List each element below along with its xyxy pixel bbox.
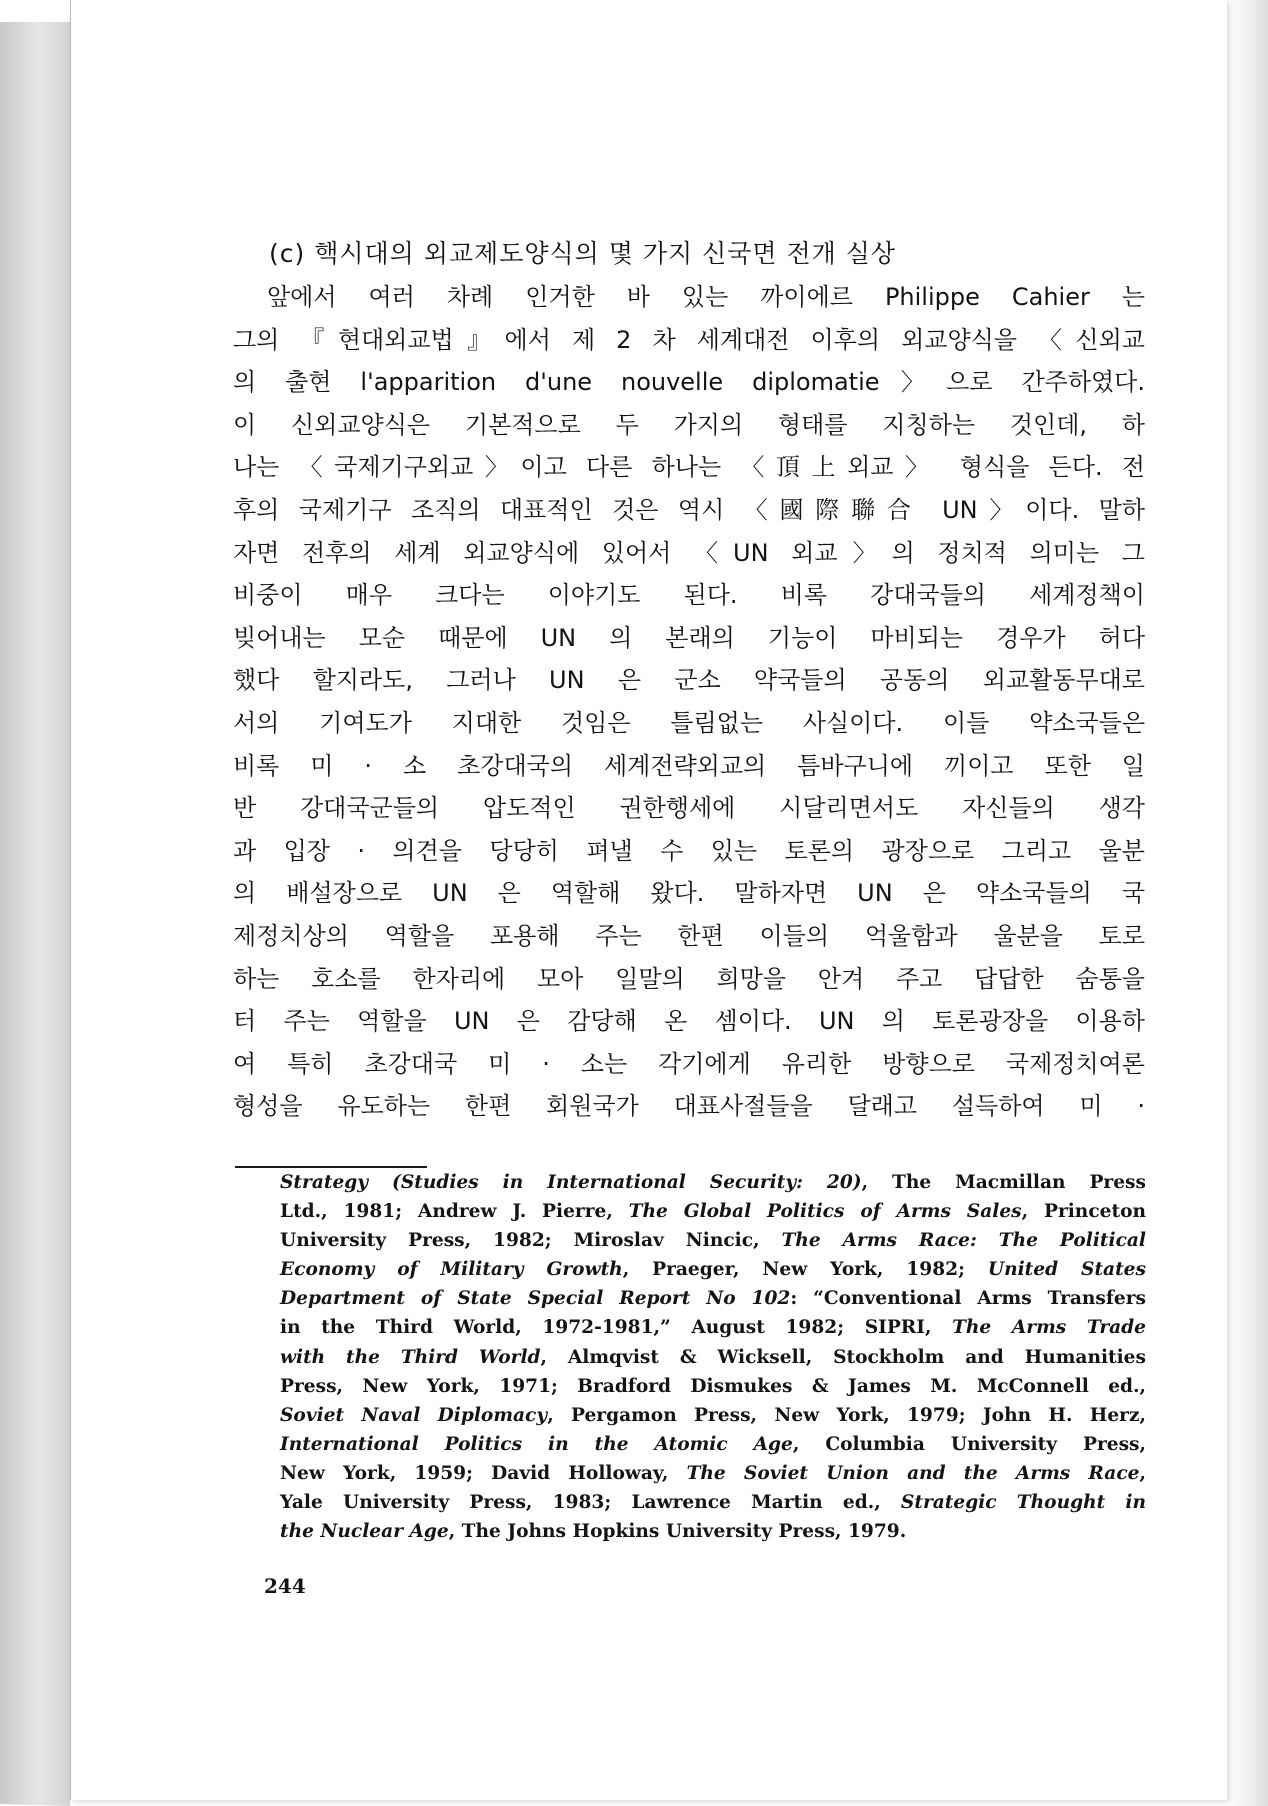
- footnote-line: [280, 1517, 1146, 1546]
- body-line: 이 신외교양식은 기본적으로 두 가지의 형태를 지칭하는 것인데, 하: [233, 410, 1145, 439]
- footnote-line: [280, 1313, 1146, 1342]
- body-line: 후의 국제기구 조직의 대표적인 것은 역시 〈國際聯合 UN〉이다. 말하: [233, 495, 1145, 524]
- footnote-text: University Press, 1982; Miroslav Nincic,: [280, 1230, 782, 1252]
- footnote-text: , Princeton: [1021, 1201, 1146, 1223]
- footnote-title: International Politics in the Atomic Age: [280, 1433, 793, 1455]
- body-line: 그의 『현대외교법』에서 제 2 차 세계대전 이후의 외교양식을 〈신외교: [233, 325, 1145, 354]
- body-line: 서의 기여도가 지대한 것임은 틀림없는 사실이다. 이들 약소국들은: [233, 708, 1145, 737]
- footnote-text: , Columbia University Press,: [792, 1433, 1146, 1455]
- page-number: 244: [264, 1574, 306, 1598]
- footnote-line: [280, 1401, 1146, 1430]
- footnote-text: , Pergamon Press, New York, 1979; John H. Herz,: [547, 1404, 1146, 1426]
- footnote-line: [280, 1168, 1146, 1197]
- footnote-text: , The Johns Hopkins University Press, 1979.: [448, 1521, 907, 1543]
- body-line: 자면 전후의 세계 외교양식에 있어서 〈UN 외교〉의 정치적 의미는 그: [233, 538, 1145, 567]
- body-text: [233, 276, 1145, 1128]
- footnote-text: Yale University Press, 1983; Lawrence Martin ed.,: [280, 1492, 901, 1514]
- body-line: 하는 호소를 한자리에 모아 일말의 희망을 안겨 주고 답답한 숨통을: [233, 964, 1145, 993]
- footnote-title: Department of State Special Report No 102: [280, 1288, 791, 1310]
- footnote-line: [280, 1372, 1146, 1401]
- body-line: 형성을 유도하는 한편 회원국가 대표사절들을 달래고 설득하여 미 ·: [233, 1092, 1145, 1121]
- body-line: 나는 〈국제기구외교〉이고 다른 하나는 〈頂上외교〉 형식을 든다. 전: [233, 453, 1145, 482]
- footnote-line: [280, 1226, 1146, 1255]
- footnote-title: the Nuclear Age: [280, 1521, 449, 1543]
- footnote-title: Economy of Military Growth: [280, 1259, 623, 1281]
- footnote-title: United States: [987, 1259, 1146, 1281]
- footnote-title: The Arms Trade: [952, 1317, 1147, 1339]
- body-line: 과 입장 · 의견을 당당히 펴낼 수 있는 토론의 광장으로 그리고 울분: [233, 836, 1145, 865]
- footnote-text: Press, New York, 1971; Bradford Dismukes & James M. McConnell ed.,: [280, 1375, 1146, 1397]
- footnote-line: [280, 1255, 1146, 1284]
- section-heading: (c) 핵시대의 외교제도양식의 몇 가지 신국면 전개 실상: [269, 239, 897, 268]
- footnote-line: [280, 1488, 1146, 1517]
- footnote-line: [280, 1459, 1146, 1488]
- footnote-line: [280, 1197, 1146, 1226]
- body-line: 빚어내는 모순 때문에 UN 의 본래의 기능이 마비되는 경우가 허다: [233, 623, 1145, 652]
- footnote-text: , Praeger, New York, 1982;: [622, 1259, 988, 1281]
- body-line: 여 특히 초강대국 미 · 소는 각기에게 유리한 방향으로 국제정치여론: [233, 1049, 1145, 1078]
- footnote-title: Strategy (Studies in International Security: 20): [280, 1172, 862, 1193]
- body-line: 터 주는 역할을 UN 은 감당해 온 셈이다. UN 의 토론광장을 이용하: [233, 1007, 1145, 1036]
- footnote-line: [280, 1343, 1146, 1372]
- footnote-text: , The Macmillan Press: [861, 1172, 1146, 1193]
- body-line: 비중이 매우 크다는 이야기도 된다. 비록 강대국들의 세계정책이: [233, 581, 1145, 610]
- body-line: 제정치상의 역할을 포용해 주는 한편 이들의 억울함과 울분을 토로: [233, 921, 1145, 950]
- footnote-text: ,: [1139, 1462, 1146, 1484]
- footnote-line: [280, 1284, 1146, 1313]
- book-spine-edge: [0, 22, 70, 1806]
- footnote: [280, 1168, 1146, 1546]
- body-line: 했다 할지라도, 그러나 UN 은 군소 약국들의 공동의 외교활동무대로: [233, 666, 1145, 695]
- footnote-text: , Almqvist & Wicksell, Stockholm and Humanities: [540, 1346, 1146, 1368]
- footnote-text: : “Conventional Arms Transfers: [790, 1288, 1146, 1310]
- footnote-title: Strategic Thought in: [900, 1492, 1146, 1514]
- footnote-line: [280, 1430, 1146, 1459]
- body-line: 의 배설장으로 UN 은 역할해 왔다. 말하자면 UN 은 약소국들의 국: [233, 879, 1145, 908]
- body-line: 의 출현 l'apparition d'une nouvelle diplomatie〉으로 간주하였다.: [233, 368, 1145, 397]
- book-page: [70, 0, 1227, 1800]
- footnote-title: Soviet Naval Diplomacy: [280, 1404, 548, 1426]
- footnote-text: New York, 1959; David Holloway,: [280, 1462, 687, 1484]
- footnote-title: The Arms Race: The Political: [781, 1230, 1146, 1252]
- body-line: 비록 미 · 소 초강대국의 세계전략외교의 틈바구니에 끼이고 또한 일: [233, 751, 1145, 780]
- footnote-title: The Soviet Union and the Arms Race: [686, 1462, 1140, 1484]
- page-right-shadow: [1226, 0, 1268, 1806]
- footnote-title: The Global Politics of Arms Sales: [628, 1201, 1022, 1223]
- body-line: 반 강대국군들의 압도적인 권한행세에 시달리면서도 자신들의 생각: [233, 794, 1145, 823]
- body-line: 앞에서 여러 차례 인거한 바 있는 까이에르 Philippe Cahier 는: [267, 283, 1145, 311]
- footnote-title: with the Third World: [280, 1346, 541, 1368]
- footnote-text: Ltd., 1981; Andrew J. Pierre,: [280, 1201, 629, 1223]
- footnote-text: in the Third World, 1972-1981,” August 1982; SIPRI,: [280, 1317, 953, 1339]
